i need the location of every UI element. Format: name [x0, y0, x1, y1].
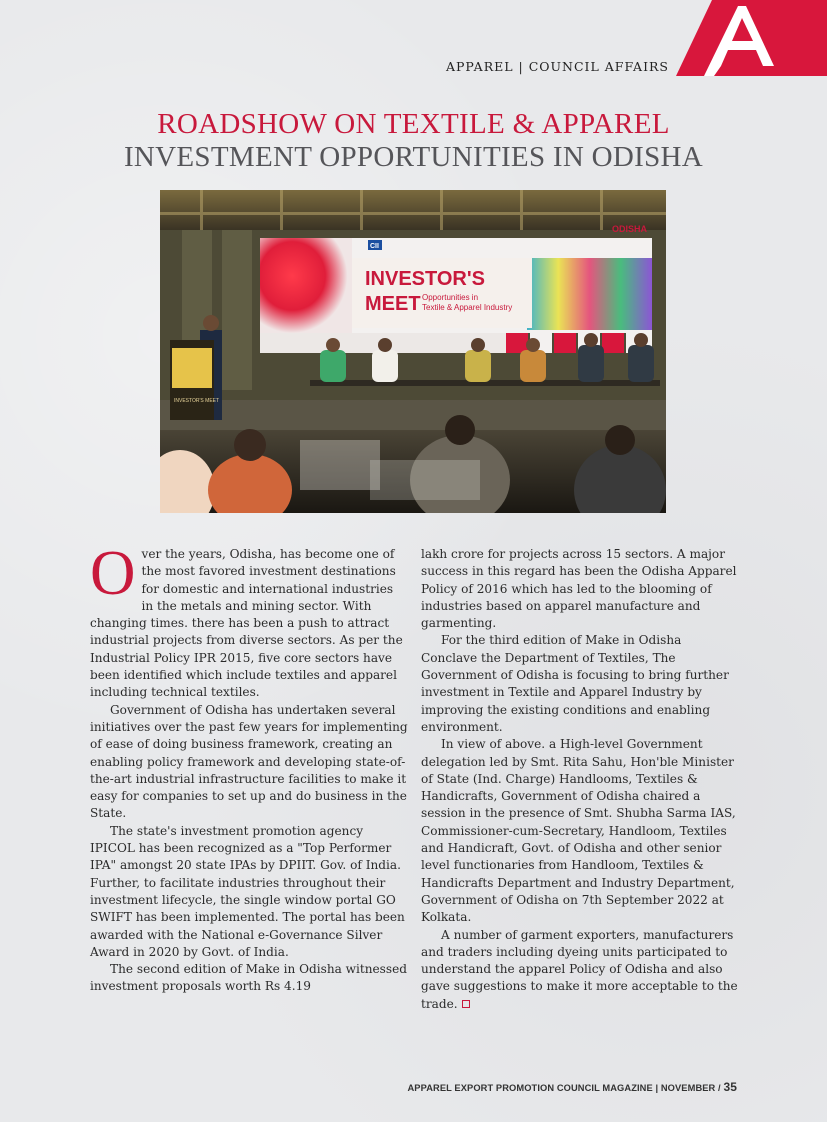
banner-sponsor: CII	[370, 243, 379, 250]
banner-sub-1: Opportunities in	[422, 293, 479, 302]
article-title-line1: ROADSHOW ON TEXTILE & APPAREL	[157, 108, 670, 140]
event-photo	[160, 190, 666, 513]
banner-title-2: MEET	[365, 293, 421, 315]
article-paragraph: The state's investment promotion agency IPICOL has been recognized as a "Top Performer IPA" amongst 20 state IPAs by DPIIT. Gov. of India. Further, to facilitate industries throughout their investment lifecycle, the single window portal GO SWIFT has been implemented. The portal has been awarded with the National e-Governance Silver Award in 2020 by Govt. of India.	[90, 823, 405, 959]
page-number: 35	[723, 1080, 737, 1094]
banner-brand: ODISHA	[612, 224, 648, 234]
footer-text: APPAREL EXPORT PROMOTION COUNCIL MAGAZINE | NOVEMBER /	[407, 1083, 721, 1093]
article-paragraph: Government of Odisha has undertaken several initiatives over the past few years for implementing of ease of doing business framework, creating an enabling policy framework and developing state-of-the-art industrial infrastructure facilities to make it easy for companies to set up and do business in the State.	[90, 702, 408, 821]
podium-sign: INVESTOR'S MEET	[174, 398, 220, 404]
article-paragraph: The second edition of Make in Odisha witnessed investment proposals worth Rs 4.19	[90, 962, 407, 994]
article-column-left	[90, 538, 408, 996]
article-paragraph: For the third edition of Make in Odisha Conclave the Department of Textiles, The Government of Odisha is focusing to bring further investment in Textile and Apparel Industry by improving the existing conditions and enabling environment.	[421, 633, 729, 734]
article-title-line2: INVESTMENT OPPORTUNITIES IN ODISHA	[123, 141, 704, 173]
magazine-a-logo	[676, 0, 827, 76]
end-of-article-icon	[462, 1000, 470, 1008]
banner-title-1: INVESTOR'S	[365, 268, 485, 290]
page-footer	[407, 1080, 737, 1094]
article-paragraph: A number of garment exporters, manufacturers and traders including dyeing units participated to understand the apparel Policy of Odisha and also gave suggestions to make it more acceptable to the trade.	[421, 927, 738, 1011]
section-label: APPAREL | COUNCIL AFFAIRS	[445, 59, 669, 74]
article-paragraph: lakh crore for projects across 15 sectors. A major success in this regard has been the Odisha Apparel Policy of 2016 which has led to the blooming of industries based on apparel manufacture and garmenting.	[421, 547, 737, 631]
drop-cap: O	[90, 538, 136, 608]
article-paragraph: In view of above. a High-level Government delegation led by Smt. Rita Sahu, Hon'ble Minister of State (Ind. Charge) Handlooms, Textiles & Handicrafts, Government of Odisha chaired a session in the presence of Smt. Shubha Sarma IAS, Commissioner-cum-Secretary, Handloom, Textiles and Handicraft, Govt. of Odisha and other senior level functionaries from Handloom, Textiles & Handicrafts Department and Industry Department, Government of Odisha on 7th September 2022 at Kolkata.	[421, 737, 736, 925]
article-column-right	[421, 546, 739, 1013]
event-photo-illustration	[160, 190, 666, 513]
article-paragraph: Over the years, Odisha, has become one of the most favored investment destinations for domestic and international industries in the metals and mining sector. With changing times. there has been a push to attract industrial projects from diverse sectors. As per the Industrial Policy IPR 2015, five core sectors have been identified which include textiles and apparel including technical textiles.	[90, 538, 403, 700]
banner-sub-2: Textile & Apparel Industry	[422, 303, 513, 312]
